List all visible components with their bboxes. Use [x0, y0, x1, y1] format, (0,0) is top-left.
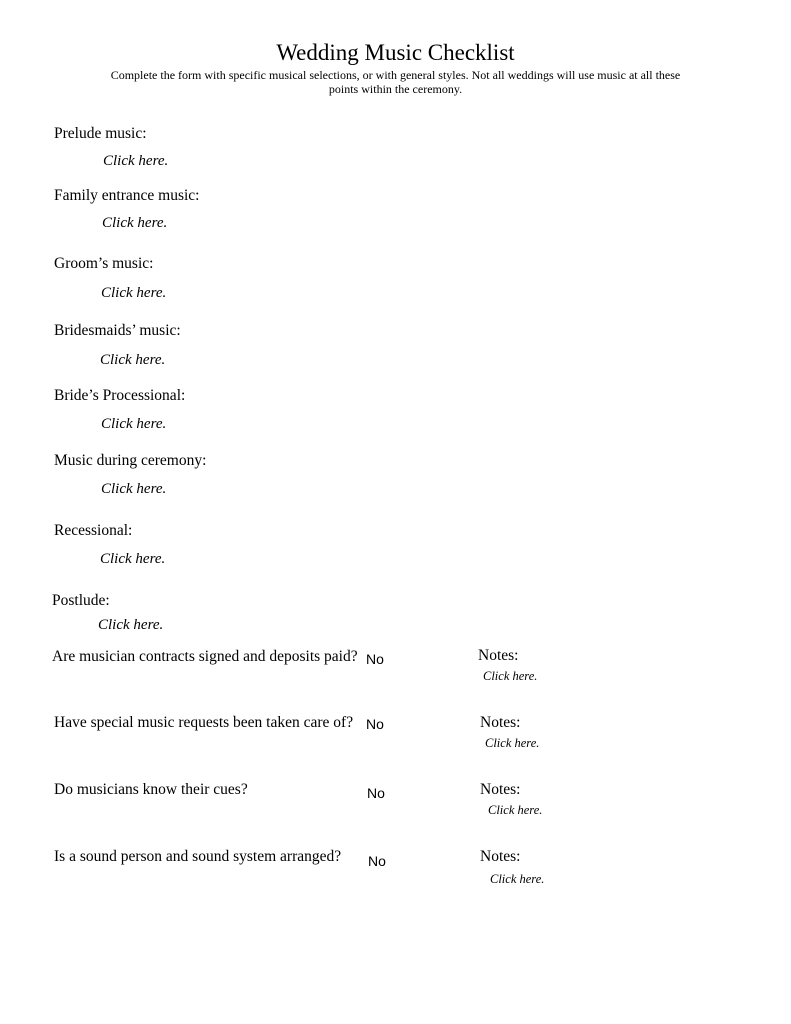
ceremony-music-field[interactable]: Click here.: [101, 481, 167, 497]
bridesmaids-music-field[interactable]: Click here.: [100, 352, 166, 368]
family-entrance-label: Family entrance music:: [54, 187, 200, 204]
special-requests-notes-label: Notes:: [480, 714, 521, 731]
bridesmaids-music-label: Bridesmaids’ music:: [54, 322, 181, 339]
sound-system-answer-dropdown[interactable]: No: [368, 853, 386, 869]
contracts-answer-dropdown[interactable]: No: [366, 651, 384, 667]
contracts-notes-label: Notes:: [478, 647, 519, 664]
prelude-label: Prelude music:: [54, 125, 147, 142]
sound-system-notes-field[interactable]: Click here.: [490, 872, 545, 886]
document-instructions: Complete the form with specific musical selections, or with general styles. Not all weddings will use music at all these points within the ceremony.: [110, 68, 681, 96]
grooms-music-label: Groom’s music:: [54, 255, 154, 272]
ceremony-music-label: Music during ceremony:: [54, 452, 207, 469]
recessional-label: Recessional:: [54, 522, 133, 539]
cues-answer-dropdown[interactable]: No: [367, 785, 385, 801]
sound-system-question: Is a sound person and sound system arranged?: [54, 848, 342, 865]
special-requests-notes-field[interactable]: Click here.: [485, 736, 540, 750]
sound-system-notes-label: Notes:: [480, 848, 521, 865]
cues-notes-label: Notes:: [480, 781, 521, 798]
recessional-field[interactable]: Click here.: [100, 551, 166, 567]
postlude-label: Postlude:: [52, 592, 110, 609]
family-entrance-field[interactable]: Click here.: [102, 215, 168, 231]
prelude-field[interactable]: Click here.: [103, 153, 169, 169]
brides-processional-field[interactable]: Click here.: [101, 416, 167, 432]
document-title: Wedding Music Checklist: [276, 40, 515, 65]
contracts-notes-field[interactable]: Click here.: [483, 669, 538, 683]
cues-question: Do musicians know their cues?: [54, 781, 248, 798]
cues-notes-field[interactable]: Click here.: [488, 803, 543, 817]
special-requests-answer-dropdown[interactable]: No: [366, 716, 384, 732]
brides-processional-label: Bride’s Processional:: [54, 387, 186, 404]
grooms-music-field[interactable]: Click here.: [101, 285, 167, 301]
contracts-question: Are musician contracts signed and deposits paid?: [52, 648, 358, 665]
postlude-field[interactable]: Click here.: [98, 617, 164, 633]
special-requests-question: Have special music requests been taken care of?: [54, 714, 354, 731]
